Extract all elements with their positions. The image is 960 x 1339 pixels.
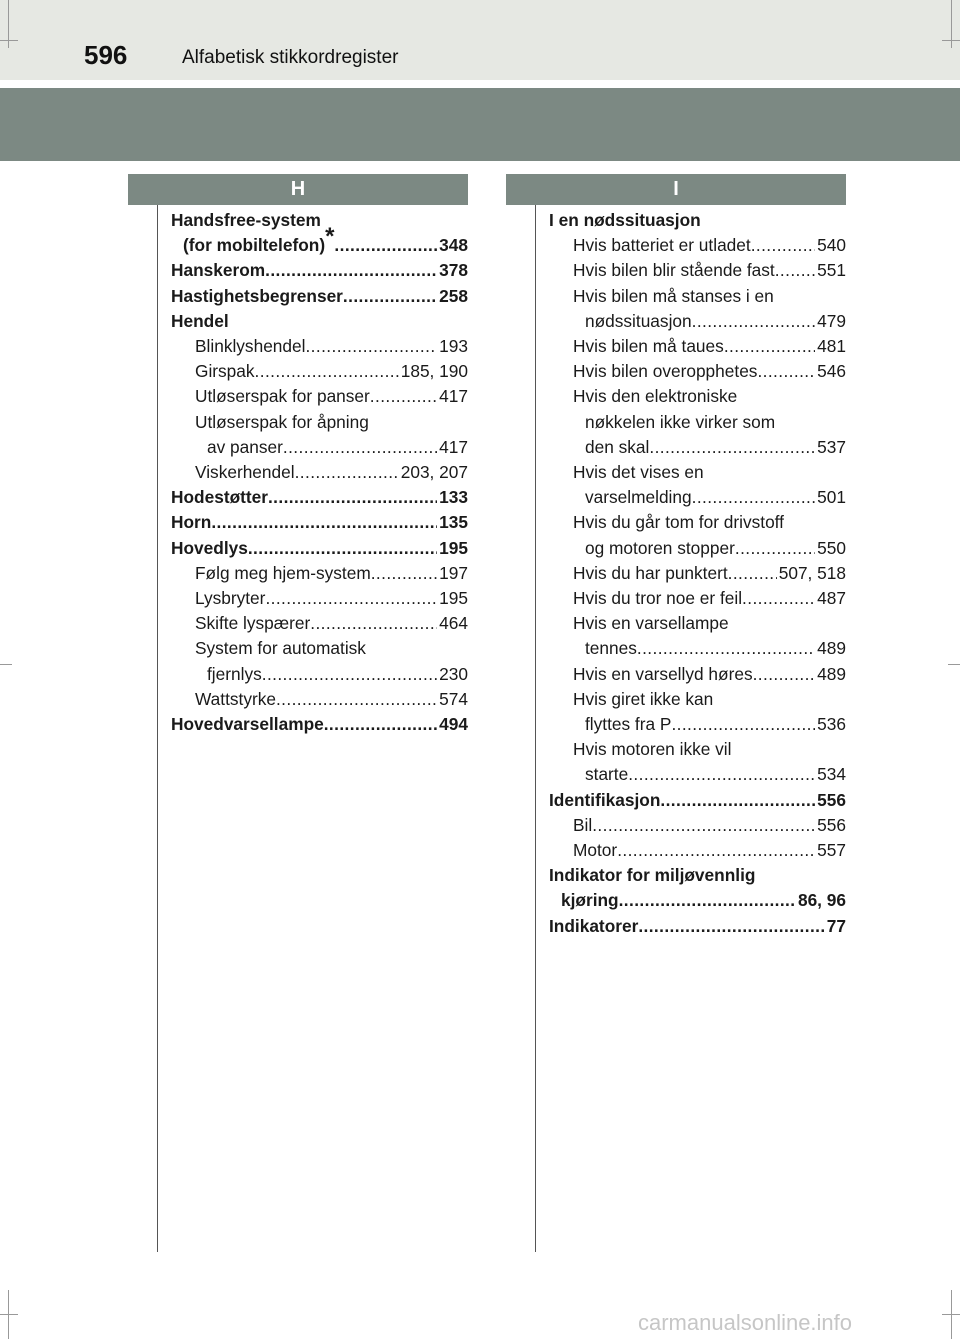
entry-term: Hvis motoren ikke vil bbox=[573, 739, 732, 760]
index-entry bbox=[549, 662, 846, 687]
index-entry bbox=[549, 460, 846, 510]
entry-term: Wattstyrke bbox=[195, 688, 276, 709]
entry-term: Hvis det vises en bbox=[573, 462, 704, 483]
dot-leader bbox=[692, 309, 816, 334]
index-entry bbox=[549, 863, 846, 913]
entry-term-continuation: nødssituasjon bbox=[585, 310, 692, 331]
crop-mark bbox=[0, 664, 12, 665]
entry-term: Hastighetsbegrenser bbox=[171, 285, 343, 306]
dot-leader bbox=[283, 435, 437, 460]
entry-page-ref: 507, 518 bbox=[778, 562, 846, 583]
dot-leader bbox=[649, 435, 815, 460]
entry-term-continuation: kjøring bbox=[561, 890, 619, 911]
entry-term: Horn bbox=[171, 512, 212, 533]
index-entry bbox=[171, 460, 468, 485]
index-entry bbox=[171, 611, 468, 636]
entry-term: Girspak bbox=[195, 361, 255, 382]
dot-leader bbox=[324, 712, 437, 737]
entry-page-ref: 501 bbox=[817, 487, 846, 508]
dot-leader bbox=[671, 712, 815, 737]
entry-term: Hvis bilen overopphetes bbox=[573, 361, 758, 382]
entry-term: Hovedvarsellampe bbox=[171, 714, 324, 735]
dot-leader bbox=[660, 788, 815, 813]
dot-leader bbox=[617, 838, 815, 863]
index-entry bbox=[549, 611, 846, 661]
section-letter-i: I bbox=[506, 174, 846, 205]
dot-leader bbox=[638, 914, 824, 939]
index-entry bbox=[549, 813, 846, 838]
entry-term: Hvis batteriet er utladet bbox=[573, 235, 751, 256]
entry-page-ref: 348 bbox=[439, 235, 468, 256]
crop-mark bbox=[0, 40, 18, 41]
entry-page-ref: 195 bbox=[439, 588, 468, 609]
entry-page-ref: 537 bbox=[817, 436, 846, 457]
dot-leader bbox=[753, 662, 816, 687]
index-entry bbox=[549, 334, 846, 359]
dot-leader bbox=[265, 258, 437, 283]
entry-term: Motor bbox=[573, 840, 618, 861]
index-column-h bbox=[171, 208, 468, 737]
entry-term-continuation: den skal bbox=[585, 436, 650, 457]
entry-term: Utløserspak for åpning bbox=[195, 411, 369, 432]
header-band bbox=[0, 88, 960, 161]
entry-page-ref: 534 bbox=[817, 764, 846, 785]
entry-term: Hvis bilen må stanses i en bbox=[573, 285, 774, 306]
index-entry bbox=[549, 561, 846, 586]
dot-leader bbox=[619, 888, 796, 913]
index-entry bbox=[549, 838, 846, 863]
dot-leader bbox=[343, 284, 437, 309]
entry-term: Viskerhendel bbox=[195, 462, 295, 483]
entry-term: Hvis bilen blir stående fast bbox=[573, 260, 775, 281]
entry-term: Hvis du tror noe er feil bbox=[573, 588, 743, 609]
index-entry bbox=[549, 737, 846, 787]
entry-page-ref: 489 bbox=[817, 638, 846, 659]
entry-term-continuation: fjernlys bbox=[207, 663, 262, 684]
entry-page-ref: 417 bbox=[439, 436, 468, 457]
index-entry bbox=[549, 914, 846, 939]
entry-page-ref: 556 bbox=[817, 814, 846, 835]
entry-term: Hanskerom bbox=[171, 260, 266, 281]
index-entry bbox=[549, 284, 846, 334]
page-number: 596 bbox=[84, 40, 128, 70]
index-entry bbox=[549, 384, 846, 460]
dot-leader bbox=[370, 384, 437, 409]
index-entry bbox=[171, 712, 468, 737]
dot-leader bbox=[692, 485, 816, 510]
dot-leader bbox=[248, 536, 437, 561]
entry-page-ref: 77 bbox=[826, 915, 846, 936]
entry-term-continuation: nøkkelen ikke virker som bbox=[585, 411, 776, 432]
page-title: Alfabetisk stikkordregister bbox=[182, 47, 399, 68]
entry-page-ref: 193 bbox=[439, 336, 468, 357]
entry-term-continuation: (for mobiltelefon)* bbox=[183, 223, 335, 256]
entry-term: Hovedlys bbox=[171, 537, 248, 558]
entry-term-continuation: varselmelding bbox=[585, 487, 692, 508]
entry-page-ref: 489 bbox=[817, 663, 846, 684]
index-entry bbox=[171, 284, 468, 309]
dot-leader bbox=[265, 586, 437, 611]
entry-page-ref: 546 bbox=[817, 361, 846, 382]
entry-term: Hodestøtter bbox=[171, 487, 268, 508]
dot-leader bbox=[637, 636, 815, 661]
entry-term-continuation: og motoren stopper bbox=[585, 537, 735, 558]
entry-term: Utløserspak for panser bbox=[195, 386, 370, 407]
watermark: carmanualsonline.info bbox=[638, 1310, 853, 1335]
entry-page-ref: 195 bbox=[439, 537, 468, 558]
dot-leader bbox=[742, 586, 815, 611]
entry-term-continuation: av panser bbox=[207, 436, 283, 457]
index-entry bbox=[549, 233, 846, 258]
crop-mark bbox=[0, 1314, 18, 1315]
entry-term: Blinklyshendel bbox=[195, 336, 306, 357]
index-entry bbox=[549, 208, 846, 233]
entry-page-ref: 258 bbox=[439, 285, 468, 306]
entry-term: Hendel bbox=[171, 310, 229, 331]
entry-page-ref: 464 bbox=[439, 613, 468, 634]
index-entry bbox=[171, 485, 468, 510]
entry-term: Bil bbox=[573, 814, 593, 835]
index-entry bbox=[549, 586, 846, 611]
entry-page-ref: 197 bbox=[439, 562, 468, 583]
entry-page-ref: 574 bbox=[439, 688, 468, 709]
section-letter-h: H bbox=[128, 174, 468, 205]
entry-page-ref: 550 bbox=[817, 537, 846, 558]
index-entry bbox=[549, 359, 846, 384]
dot-leader bbox=[310, 611, 437, 636]
entry-term: Handsfree-system bbox=[171, 210, 321, 230]
entry-page-ref: 230 bbox=[439, 663, 468, 684]
dot-leader bbox=[751, 233, 815, 258]
dot-leader bbox=[268, 485, 437, 510]
entry-term: Hvis bilen må taues bbox=[573, 336, 724, 357]
dot-leader bbox=[371, 561, 437, 586]
entry-page-ref: 135 bbox=[439, 512, 468, 533]
dot-leader bbox=[334, 233, 437, 258]
index-entry bbox=[171, 359, 468, 384]
column-rule-left bbox=[157, 205, 158, 1252]
entry-term: Hvis en varsellampe bbox=[573, 613, 729, 634]
entry-term: Lysbryter bbox=[195, 588, 266, 609]
entry-term: I en nødssituasjon bbox=[549, 210, 701, 230]
dot-leader bbox=[276, 687, 437, 712]
entry-term: Følg meg hjem-system bbox=[195, 562, 371, 583]
entry-page-ref: 536 bbox=[817, 714, 846, 735]
crop-mark bbox=[942, 1314, 960, 1315]
entry-page-ref: 494 bbox=[439, 714, 468, 735]
index-entry bbox=[171, 586, 468, 611]
entry-page-ref: 378 bbox=[439, 260, 468, 281]
index-entry bbox=[549, 258, 846, 283]
entry-page-ref: 540 bbox=[817, 235, 846, 256]
dot-leader bbox=[592, 813, 815, 838]
entry-page-ref: 556 bbox=[817, 789, 846, 810]
entry-term-continuation: tennes bbox=[585, 638, 637, 659]
entry-page-ref: 557 bbox=[817, 840, 846, 861]
index-entry bbox=[549, 510, 846, 560]
entry-term: Hvis en varsellyd høres bbox=[573, 663, 753, 684]
dot-leader bbox=[775, 258, 815, 283]
index-entry bbox=[549, 687, 846, 737]
crop-mark bbox=[942, 40, 960, 41]
entry-term: Indikatorer bbox=[549, 915, 639, 936]
entry-page-ref: 417 bbox=[439, 386, 468, 407]
entry-term: Identifikasjon bbox=[549, 789, 661, 810]
entry-term: Hvis den elektroniske bbox=[573, 386, 738, 407]
entry-term: System for automatisk bbox=[195, 638, 366, 659]
dot-leader bbox=[255, 359, 399, 384]
entry-term-continuation: starte bbox=[585, 764, 629, 785]
dot-leader bbox=[628, 762, 815, 787]
entry-page-ref: 185, 190 bbox=[400, 361, 468, 382]
index-entry bbox=[171, 687, 468, 712]
entry-term: Hvis du har punktert bbox=[573, 562, 728, 583]
index-entry bbox=[549, 788, 846, 813]
dot-leader bbox=[724, 334, 815, 359]
entry-term: Indikator for miljøvennlig bbox=[549, 865, 756, 886]
entry-page-ref: 551 bbox=[817, 260, 846, 281]
dot-leader bbox=[262, 662, 437, 687]
entry-term: Skifte lyspærer bbox=[195, 613, 311, 634]
index-entry bbox=[171, 208, 468, 258]
entry-page-ref: 479 bbox=[817, 310, 846, 331]
index-entry bbox=[171, 536, 468, 561]
entry-term: Hvis du går tom for drivstoff bbox=[573, 512, 784, 533]
dot-leader bbox=[211, 510, 437, 535]
index-entry bbox=[171, 258, 468, 283]
index-entry bbox=[171, 334, 468, 359]
index-column-i bbox=[549, 208, 846, 939]
index-entry bbox=[171, 510, 468, 535]
dot-leader bbox=[728, 561, 777, 586]
dot-leader bbox=[295, 460, 399, 485]
column-rule-right bbox=[535, 205, 536, 1252]
entry-page-ref: 133 bbox=[439, 487, 468, 508]
dot-leader bbox=[735, 536, 815, 561]
index-entry bbox=[171, 309, 468, 334]
entry-page-ref: 203, 207 bbox=[400, 462, 468, 483]
entry-page-ref: 481 bbox=[817, 336, 846, 357]
entry-term-continuation: flyttes fra P bbox=[585, 714, 672, 735]
entry-term: Hvis giret ikke kan bbox=[573, 688, 714, 709]
index-entry bbox=[171, 636, 468, 686]
dot-leader bbox=[757, 359, 815, 384]
entry-page-ref: 487 bbox=[817, 588, 846, 609]
crop-mark bbox=[948, 664, 960, 665]
index-entry bbox=[171, 410, 468, 460]
index-entry bbox=[171, 384, 468, 409]
header-strip bbox=[0, 0, 960, 80]
entry-page-ref: 86, 96 bbox=[797, 890, 846, 911]
index-entry bbox=[171, 561, 468, 586]
dot-leader bbox=[305, 334, 437, 359]
